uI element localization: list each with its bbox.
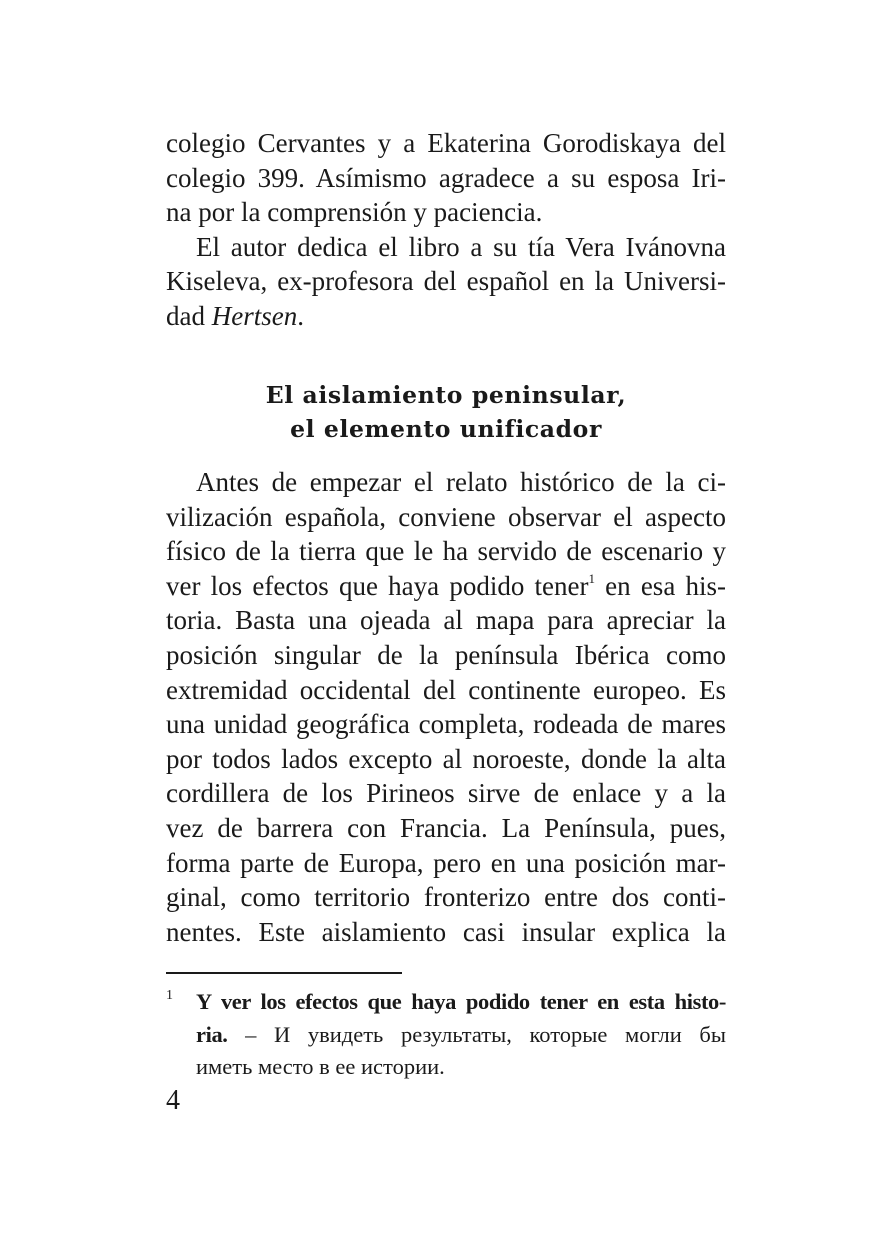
footnote-line [196,986,726,1019]
text-line: extremidad occidental del continente europeo. Es [166,674,726,705]
text-line [166,569,726,604]
text-line: na por la comprensión y paciencia. [166,197,543,228]
footnote-translation: – И увидеть результаты, которые могли бы [227,1021,726,1047]
text-line: forma parte de Europa, pero en una posición mar- [166,847,726,878]
body-paragraph [166,465,726,949]
footnote-reference[interactable]: 1 [588,570,595,586]
text-line: Kiseleva, ex-profesora del español en la Universi- [166,266,726,297]
text-line [166,299,726,334]
university-name: Hertsen [211,300,298,331]
text-line: vilización española, conviene observar el aspecto [166,501,726,532]
ref-line-after: en esa his- [594,570,726,601]
text-line: vez de barrera con Francia. La Península, pues, [166,812,726,843]
dedication-prefix: dad [166,300,212,331]
heading-line: el elemento unificador [290,415,602,443]
footnote-line: иметь место в ее истории. [196,1054,445,1079]
footnote-quote: Y ver los efectos que haya podido tener en esta histo- [196,989,726,1014]
page-number: 4 [166,1085,180,1116]
text-line: posición singular de la península Ibérica como [166,639,726,670]
footnote-quote-end: ria. [196,1021,228,1047]
text-line: ginal, como territorio fronterizo entre dos conti- [166,882,726,913]
heading-line: El aislamiento peninsular, [265,381,627,409]
text-line: por todos lados excepto al noroeste, donde la alta [166,743,726,774]
text-line: cordillera de los Pirineos sirve de enlace y a la [166,778,726,809]
text-line: colegio 399. Asímismo agradece a su esposa Iri- [166,162,726,193]
text-line: Antes de empezar el relato histórico de la ci- [196,467,726,497]
section-heading [166,378,726,446]
text-line: una unidad geográfica completa, rodeada de mares [166,709,726,740]
dedication-suffix: . [297,300,304,331]
footnote-divider [166,972,402,974]
footnote-mark: 1 [166,988,173,1003]
footnote-text [196,986,726,1084]
text-line: físico de la tierra que le ha servido de escenario y [166,536,726,567]
text-line: toria. Basta una ojeada al mapa para apreciar la [166,605,726,636]
text-line: nentes. Este aislamiento casi insular explica la [166,916,726,947]
footnote-line [196,1019,726,1052]
text-line: El autor dedica el libro a su tía Vera Ivánovna [196,231,726,262]
text-line: colegio Cervantes y a Ekaterina Gorodiskaya del [166,128,726,158]
ref-line-before: ver los efectos que haya podido tener [166,570,589,601]
intro-text [166,126,726,334]
